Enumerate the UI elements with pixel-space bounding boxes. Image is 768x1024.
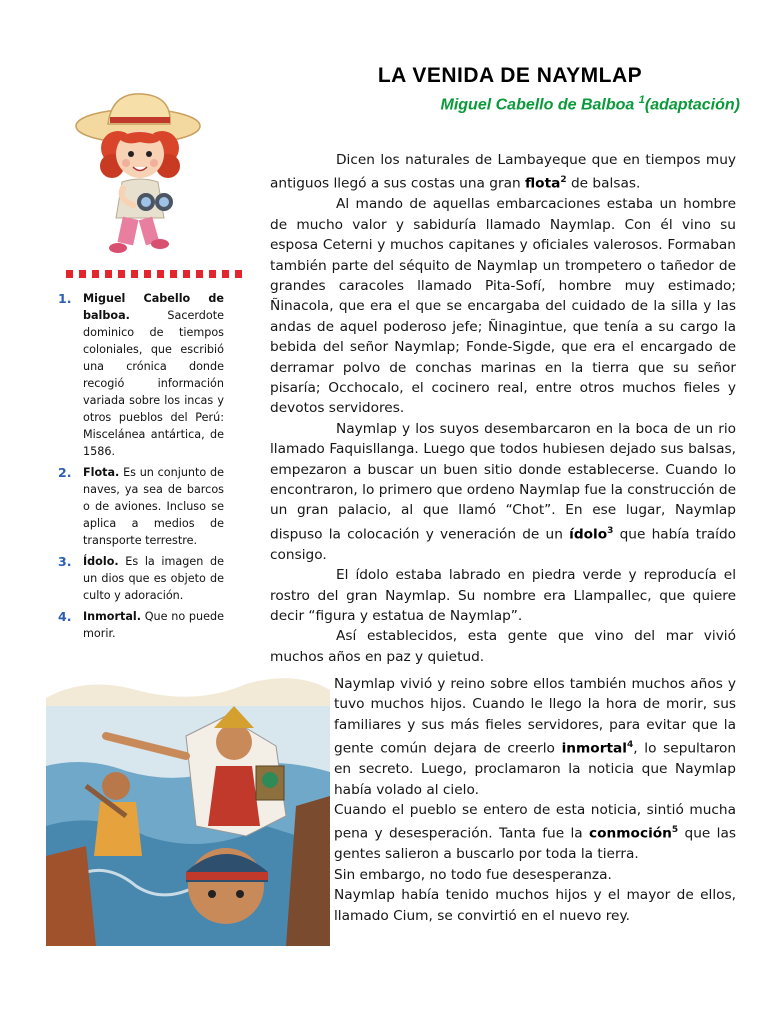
paragraph-text: Dicen los naturales de Lambayeque que en tiempos muy antiguos llegó a sus costas una gran — [270, 152, 736, 192]
paragraph — [270, 419, 736, 565]
paragraph-text: Cuando el pueblo se entero de esta noticia, sintió mucha pena y desesperación. Tanta fue la — [334, 802, 736, 842]
keyword-conmocion: conmoción — [589, 825, 672, 842]
paragraph: Al mando de aquellas embarcaciones estaba un hombre de mucho valor y sabiduría llamado Naymlap. Con él vino su esposa Ceterni y muchos capitanes y oficiales valerosos. Formaban también parte del séquito de Naymlap un trompetero o tañedor de grandes caracoles llamado Pita-Sofí, hombre muy estimado; Ñinacola, que era el que se encargaba del cuidado de la silla y las andas de aquel poderoso jefe; Ñinagintue, que tenía a su cargo la bebida del señor Naymlap; Fonde-Sigde, que era el encargado de derramar polvo de conchas marinas en la tierra que su señor pisaría; Occhocalo, el cocinero real, entre otros muchos fieles y devotos servidores. — [270, 196, 736, 417]
story-body — [270, 150, 736, 667]
paragraph: Naymlap había tenido muchos hijos y el mayor de ellos, llamado Cium, se convirtió en el nuevo rey. — [334, 887, 736, 924]
paragraph-text: , lo sepultaron en secreto. Luego, proclamaron la noticia que Naymlap había volado al cielo. — [334, 740, 736, 798]
glossary-number: 3. — [58, 554, 72, 569]
glossary-item — [58, 553, 224, 604]
glossary-definition: Es la imagen de un dios que es objeto de culto y adoración. — [83, 555, 224, 602]
glossary-definition: Que no puede morir. — [83, 610, 224, 640]
paragraph: Sin embargo, no todo fue desesperanza. — [334, 866, 612, 883]
keyword-inmortal: inmortal — [561, 740, 627, 757]
glossary-term: Miguel Cabello de balboa. — [83, 292, 224, 322]
paragraph-text: Naymlap vivió y reino sobre ellos también muchos años y tuvo muchos hijos. Cuando le llego la hora de morir, sus familiares y sus más fieles servidores, para evitar que la gente común dejara de creerlo — [334, 676, 736, 757]
footnote-ref: 5 — [671, 825, 679, 836]
keyword-idolo: ídolo — [569, 526, 608, 543]
decorative-dotted-divider — [66, 270, 246, 278]
girl-explorer-illustration — [60, 86, 230, 261]
footnote-ref: 4 — [626, 740, 634, 751]
keyword-flota: flota — [525, 175, 561, 192]
paragraph-text: que las gentes salieron a buscarlo por toda la tierra. — [334, 825, 736, 863]
footnote-ref: 2 — [560, 175, 567, 186]
glossary-term: Ídolo. — [83, 555, 119, 568]
author-name: Miguel Cabello de Balboa — [440, 96, 639, 114]
paragraph: El ídolo estaba labrado en piedra verde y reproducía el rostro del gran Naymlap. Su nombre era Llampallec, que quiere decir “figura y estatua de Naymlap”. — [270, 567, 736, 625]
glossary-term: Inmortal. — [83, 610, 141, 623]
glossary-term: Flota. — [83, 466, 120, 479]
author-footnote-ref: 1 — [638, 94, 645, 106]
glossary-definition: Sacerdote dominico de tiempos coloniales, que escribió una crónica donde recogió información variada sobre los incas y otros pueblos del Perú: Miscelánea antártica, de 1586. — [83, 309, 224, 458]
glossary-list — [58, 290, 224, 646]
page-title: LA VENIDA DE NAYMLAP — [377, 64, 643, 87]
footnote-ref: 3 — [607, 525, 614, 536]
glossary-number: 4. — [58, 609, 72, 624]
paragraph: Así establecidos, esta gente que vino del mar vivió muchos años en paz y quietud. — [270, 628, 736, 665]
glossary-definition: Es un conjunto de naves, ya sea de barcos o de aviones. Incluso se aplica a medios de transporte terrestre. — [83, 466, 224, 547]
glossary-number: 2. — [58, 465, 72, 480]
adaptation-label: (adaptación) — [644, 96, 740, 114]
paragraph-text: de balsas. — [566, 175, 641, 192]
glossary-item — [58, 608, 224, 642]
story-body-continued — [334, 674, 736, 926]
author-line — [330, 94, 740, 114]
paragraph-text: que había traído consigo. — [270, 526, 737, 563]
glossary-number: 1. — [58, 291, 72, 306]
naymlap-arrival-illustration — [46, 676, 330, 946]
paragraph-text: Naymlap y los suyos desembarcaron en la boca de un rio llamado Faquisllanga. Luego que todos hubiesen dejado sus balsas, empezaron a buscar un buen sitio donde establecerse. Cuando lo encontraron, lo primero que ordeno Naymlap fue la construcción de un gran palacio, al que llamó “Chot”. En ese lugar, Naymlap dispuso la colocación y veneración de un — [270, 420, 736, 543]
glossary-item — [58, 290, 224, 460]
paragraph — [334, 674, 736, 800]
paragraph — [334, 800, 736, 865]
glossary-item — [58, 464, 224, 549]
paragraph — [270, 150, 736, 194]
